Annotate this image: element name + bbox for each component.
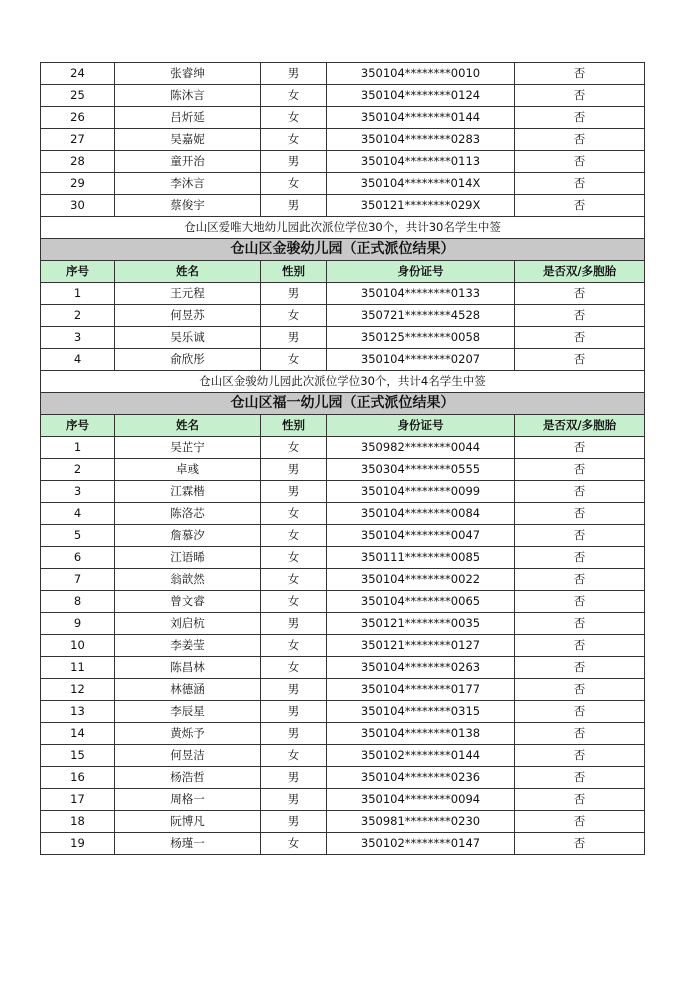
table-row xyxy=(41,327,645,349)
cell-name: 李沐言 xyxy=(115,173,261,195)
cell-id: 350104********0283 xyxy=(327,129,515,151)
cell-twin: 否 xyxy=(515,173,645,195)
cell-name: 江霖楷 xyxy=(115,481,261,503)
cell-name: 江语晞 xyxy=(115,547,261,569)
cell-gender: 男 xyxy=(261,701,327,723)
cell-no: 17 xyxy=(41,789,115,811)
cell-gender: 女 xyxy=(261,305,327,327)
cell-twin: 否 xyxy=(515,305,645,327)
cell-no: 1 xyxy=(41,437,115,459)
cell-twin: 否 xyxy=(515,327,645,349)
table-row xyxy=(41,63,645,85)
cell-gender: 男 xyxy=(261,63,327,85)
cell-no: 16 xyxy=(41,767,115,789)
cell-id: 350104********0177 xyxy=(327,679,515,701)
cell-id: 350102********0144 xyxy=(327,745,515,767)
cell-gender: 女 xyxy=(261,349,327,371)
cell-twin: 否 xyxy=(515,635,645,657)
cell-name: 俞欣彤 xyxy=(115,349,261,371)
table-row xyxy=(41,701,645,723)
results-table xyxy=(40,62,645,855)
table-row xyxy=(41,723,645,745)
cell-no: 2 xyxy=(41,459,115,481)
cell-twin: 否 xyxy=(515,459,645,481)
allocation-note: 仓山区金骏幼儿园此次派位学位30个，共计4名学生中签 xyxy=(41,371,645,393)
cell-id: 350104********0094 xyxy=(327,789,515,811)
cell-no: 30 xyxy=(41,195,115,217)
table-row xyxy=(41,591,645,613)
cell-id: 350104********0113 xyxy=(327,151,515,173)
column-header-id: 身份证号 xyxy=(327,415,515,437)
cell-name: 陈沐言 xyxy=(115,85,261,107)
cell-no: 10 xyxy=(41,635,115,657)
cell-gender: 男 xyxy=(261,767,327,789)
cell-gender: 女 xyxy=(261,503,327,525)
cell-no: 11 xyxy=(41,657,115,679)
cell-no: 6 xyxy=(41,547,115,569)
school-title-row xyxy=(41,393,645,415)
cell-gender: 男 xyxy=(261,723,327,745)
cell-twin: 否 xyxy=(515,613,645,635)
column-header-no: 序号 xyxy=(41,415,115,437)
cell-id: 350121********0035 xyxy=(327,613,515,635)
cell-id: 350104********0263 xyxy=(327,657,515,679)
cell-no: 24 xyxy=(41,63,115,85)
table-row xyxy=(41,459,645,481)
cell-name: 吴芷宁 xyxy=(115,437,261,459)
cell-gender: 女 xyxy=(261,569,327,591)
cell-name: 张睿绅 xyxy=(115,63,261,85)
cell-twin: 否 xyxy=(515,569,645,591)
cell-twin: 否 xyxy=(515,789,645,811)
cell-id: 350721********4528 xyxy=(327,305,515,327)
cell-name: 陈昌林 xyxy=(115,657,261,679)
cell-no: 9 xyxy=(41,613,115,635)
cell-gender: 男 xyxy=(261,283,327,305)
cell-twin: 否 xyxy=(515,349,645,371)
cell-gender: 女 xyxy=(261,745,327,767)
cell-name: 翁歆然 xyxy=(115,569,261,591)
table-row xyxy=(41,657,645,679)
cell-twin: 否 xyxy=(515,63,645,85)
cell-no: 4 xyxy=(41,349,115,371)
school-title-row xyxy=(41,239,645,261)
cell-twin: 否 xyxy=(515,437,645,459)
cell-id: 350121********0127 xyxy=(327,635,515,657)
cell-name: 吴嘉妮 xyxy=(115,129,261,151)
cell-no: 13 xyxy=(41,701,115,723)
cell-no: 27 xyxy=(41,129,115,151)
cell-name: 刘启杭 xyxy=(115,613,261,635)
cell-name: 黄烁予 xyxy=(115,723,261,745)
cell-name: 卓彧 xyxy=(115,459,261,481)
cell-id: 350104********0099 xyxy=(327,481,515,503)
cell-no: 8 xyxy=(41,591,115,613)
cell-gender: 男 xyxy=(261,327,327,349)
table-row xyxy=(41,349,645,371)
cell-id: 350102********0147 xyxy=(327,833,515,855)
cell-id: 350104********0022 xyxy=(327,569,515,591)
table-row xyxy=(41,437,645,459)
cell-name: 何昱苏 xyxy=(115,305,261,327)
cell-twin: 否 xyxy=(515,195,645,217)
cell-id: 350104********0207 xyxy=(327,349,515,371)
cell-no: 29 xyxy=(41,173,115,195)
column-header-name: 姓名 xyxy=(115,261,261,283)
table-row xyxy=(41,767,645,789)
table-row xyxy=(41,525,645,547)
cell-twin: 否 xyxy=(515,833,645,855)
table-row xyxy=(41,195,645,217)
cell-gender: 女 xyxy=(261,437,327,459)
cell-id: 350104********0124 xyxy=(327,85,515,107)
school-title: 仓山区福一幼儿园（正式派位结果） xyxy=(41,393,645,415)
cell-no: 3 xyxy=(41,481,115,503)
cell-id: 350104********014X xyxy=(327,173,515,195)
cell-gender: 女 xyxy=(261,129,327,151)
cell-id: 350982********0044 xyxy=(327,437,515,459)
cell-gender: 女 xyxy=(261,525,327,547)
cell-name: 林德涵 xyxy=(115,679,261,701)
cell-name: 陈洛芯 xyxy=(115,503,261,525)
table-row xyxy=(41,305,645,327)
table-row xyxy=(41,283,645,305)
table-row xyxy=(41,635,645,657)
cell-id: 350111********0085 xyxy=(327,547,515,569)
cell-no: 25 xyxy=(41,85,115,107)
cell-name: 詹慕汐 xyxy=(115,525,261,547)
cell-id: 350104********0144 xyxy=(327,107,515,129)
table-row xyxy=(41,569,645,591)
table-row xyxy=(41,833,645,855)
cell-name: 蔡俊宇 xyxy=(115,195,261,217)
cell-gender: 女 xyxy=(261,173,327,195)
cell-twin: 否 xyxy=(515,85,645,107)
cell-no: 26 xyxy=(41,107,115,129)
cell-no: 5 xyxy=(41,525,115,547)
cell-name: 吴乐诚 xyxy=(115,327,261,349)
cell-gender: 女 xyxy=(261,547,327,569)
cell-twin: 否 xyxy=(515,723,645,745)
cell-id: 350104********0010 xyxy=(327,63,515,85)
allocation-note: 仓山区爱唯大地幼儿园此次派位学位30个，共计30名学生中签 xyxy=(41,217,645,239)
allocation-note-row xyxy=(41,371,645,393)
table-row xyxy=(41,173,645,195)
cell-twin: 否 xyxy=(515,745,645,767)
column-header-twin: 是否双/多胞胎 xyxy=(515,415,645,437)
cell-name: 李辰星 xyxy=(115,701,261,723)
cell-id: 350104********0133 xyxy=(327,283,515,305)
column-header-row xyxy=(41,415,645,437)
cell-gender: 男 xyxy=(261,459,327,481)
cell-twin: 否 xyxy=(515,811,645,833)
cell-gender: 男 xyxy=(261,811,327,833)
cell-gender: 女 xyxy=(261,85,327,107)
column-header-gender: 性别 xyxy=(261,415,327,437)
cell-gender: 女 xyxy=(261,591,327,613)
table-row xyxy=(41,613,645,635)
cell-gender: 女 xyxy=(261,833,327,855)
cell-twin: 否 xyxy=(515,701,645,723)
cell-id: 350125********0058 xyxy=(327,327,515,349)
cell-id: 350121********029X xyxy=(327,195,515,217)
cell-name: 杨浩哲 xyxy=(115,767,261,789)
cell-id: 350104********0084 xyxy=(327,503,515,525)
table-row xyxy=(41,129,645,151)
cell-twin: 否 xyxy=(515,525,645,547)
cell-gender: 男 xyxy=(261,195,327,217)
cell-twin: 否 xyxy=(515,547,645,569)
cell-no: 19 xyxy=(41,833,115,855)
cell-id: 350104********0047 xyxy=(327,525,515,547)
cell-no: 14 xyxy=(41,723,115,745)
cell-twin: 否 xyxy=(515,151,645,173)
cell-no: 4 xyxy=(41,503,115,525)
cell-name: 周格一 xyxy=(115,789,261,811)
cell-gender: 女 xyxy=(261,107,327,129)
column-header-name: 姓名 xyxy=(115,415,261,437)
column-header-id: 身份证号 xyxy=(327,261,515,283)
cell-id: 350981********0230 xyxy=(327,811,515,833)
table-row xyxy=(41,503,645,525)
table-row xyxy=(41,107,645,129)
table-row xyxy=(41,481,645,503)
cell-twin: 否 xyxy=(515,481,645,503)
results-table-body xyxy=(41,63,645,855)
cell-name: 何昱洁 xyxy=(115,745,261,767)
cell-twin: 否 xyxy=(515,591,645,613)
cell-name: 杨瑾一 xyxy=(115,833,261,855)
cell-gender: 男 xyxy=(261,789,327,811)
cell-no: 1 xyxy=(41,283,115,305)
table-row xyxy=(41,151,645,173)
cell-no: 15 xyxy=(41,745,115,767)
cell-id: 350104********0065 xyxy=(327,591,515,613)
table-row xyxy=(41,811,645,833)
column-header-twin: 是否双/多胞胎 xyxy=(515,261,645,283)
cell-no: 28 xyxy=(41,151,115,173)
school-title: 仓山区金骏幼儿园（正式派位结果） xyxy=(41,239,645,261)
column-header-gender: 性别 xyxy=(261,261,327,283)
table-row xyxy=(41,745,645,767)
table-row xyxy=(41,679,645,701)
cell-twin: 否 xyxy=(515,767,645,789)
cell-gender: 女 xyxy=(261,657,327,679)
cell-name: 吕炘延 xyxy=(115,107,261,129)
cell-name: 李姜莹 xyxy=(115,635,261,657)
column-header-no: 序号 xyxy=(41,261,115,283)
cell-gender: 男 xyxy=(261,151,327,173)
cell-gender: 男 xyxy=(261,613,327,635)
cell-gender: 女 xyxy=(261,635,327,657)
table-row xyxy=(41,547,645,569)
cell-gender: 男 xyxy=(261,481,327,503)
cell-name: 阮博凡 xyxy=(115,811,261,833)
cell-name: 童开治 xyxy=(115,151,261,173)
cell-twin: 否 xyxy=(515,107,645,129)
cell-twin: 否 xyxy=(515,283,645,305)
cell-no: 2 xyxy=(41,305,115,327)
cell-name: 王元程 xyxy=(115,283,261,305)
cell-id: 350304********0555 xyxy=(327,459,515,481)
table-row xyxy=(41,789,645,811)
cell-no: 12 xyxy=(41,679,115,701)
cell-name: 曾文睿 xyxy=(115,591,261,613)
cell-id: 350104********0315 xyxy=(327,701,515,723)
cell-twin: 否 xyxy=(515,657,645,679)
cell-gender: 男 xyxy=(261,679,327,701)
cell-no: 3 xyxy=(41,327,115,349)
cell-id: 350104********0138 xyxy=(327,723,515,745)
cell-twin: 否 xyxy=(515,129,645,151)
cell-id: 350104********0236 xyxy=(327,767,515,789)
cell-no: 18 xyxy=(41,811,115,833)
column-header-row xyxy=(41,261,645,283)
cell-twin: 否 xyxy=(515,503,645,525)
cell-twin: 否 xyxy=(515,679,645,701)
cell-no: 7 xyxy=(41,569,115,591)
table-row xyxy=(41,85,645,107)
allocation-note-row xyxy=(41,217,645,239)
